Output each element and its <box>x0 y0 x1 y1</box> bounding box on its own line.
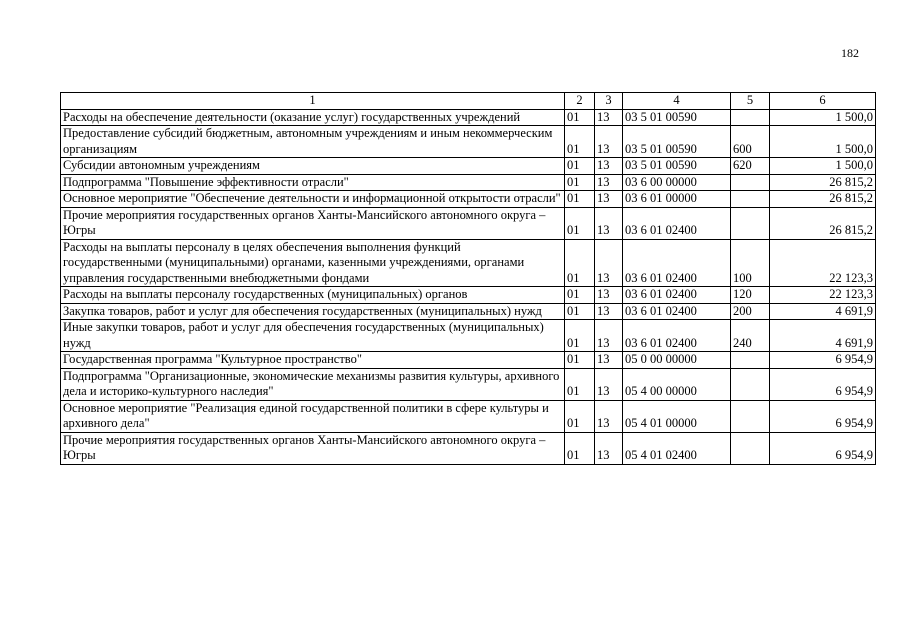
row-name-cell: Расходы на выплаты персоналу в целях обеспечения выполнения функций государственными (муниципальными) органами, казенными учреждениями, органами управления государственными внебюджетными фондами <box>61 239 565 287</box>
row-amount-cell: 1 500,0 <box>770 109 876 126</box>
row-name-cell: Закупка товаров, работ и услуг для обеспечения государственных (муниципальных) нужд <box>61 303 565 320</box>
row-expense-type-cell <box>731 352 770 369</box>
row-expense-type-cell <box>731 432 770 464</box>
row-amount-cell: 6 954,9 <box>770 432 876 464</box>
row-target-code-cell: 03 6 01 02400 <box>623 320 731 352</box>
row-subsection-cell: 13 <box>595 287 623 304</box>
table-row <box>61 432 876 464</box>
page-number: 182 <box>841 46 859 60</box>
row-name-cell: Субсидии автономным учреждениям <box>61 158 565 175</box>
row-target-code-cell: 05 0 00 00000 <box>623 352 731 369</box>
row-subsection-cell: 13 <box>595 239 623 287</box>
row-expense-type-cell <box>731 109 770 126</box>
row-section-cell: 01 <box>565 400 595 432</box>
header-cell-subsection: 3 <box>595 93 623 110</box>
row-section-cell: 01 <box>565 109 595 126</box>
table-row <box>61 400 876 432</box>
header-cell-name: 1 <box>61 93 565 110</box>
table-header-row <box>61 93 876 110</box>
row-name-cell: Иные закупки товаров, работ и услуг для обеспечения государственных (муниципальных) нужд <box>61 320 565 352</box>
row-expense-type-cell: 120 <box>731 287 770 304</box>
table-row <box>61 191 876 208</box>
row-expense-type-cell: 620 <box>731 158 770 175</box>
row-target-code-cell: 03 5 01 00590 <box>623 126 731 158</box>
row-subsection-cell: 13 <box>595 352 623 369</box>
row-section-cell: 01 <box>565 352 595 369</box>
header-cell-expense-type: 5 <box>731 93 770 110</box>
row-subsection-cell: 13 <box>595 320 623 352</box>
row-name-cell: Государственная программа "Культурное пространство" <box>61 352 565 369</box>
row-target-code-cell: 05 4 01 02400 <box>623 432 731 464</box>
row-target-code-cell: 03 6 00 00000 <box>623 174 731 191</box>
row-target-code-cell: 03 6 01 00000 <box>623 191 731 208</box>
row-expense-type-cell <box>731 174 770 191</box>
header-cell-target-code: 4 <box>623 93 731 110</box>
row-subsection-cell: 13 <box>595 191 623 208</box>
row-amount-cell: 1 500,0 <box>770 158 876 175</box>
row-subsection-cell: 13 <box>595 400 623 432</box>
table-row <box>61 368 876 400</box>
row-amount-cell: 6 954,9 <box>770 400 876 432</box>
row-section-cell: 01 <box>565 158 595 175</box>
row-amount-cell: 6 954,9 <box>770 368 876 400</box>
row-name-cell: Основное мероприятие "Обеспечение деятельности и информационной открытости отрасли" <box>61 191 565 208</box>
row-name-cell: Прочие мероприятия государственных органов Ханты-Мансийского автономного округа – Югры <box>61 432 565 464</box>
row-section-cell: 01 <box>565 432 595 464</box>
row-target-code-cell: 03 5 01 00590 <box>623 158 731 175</box>
table-row <box>61 352 876 369</box>
row-subsection-cell: 13 <box>595 126 623 158</box>
table-row <box>61 303 876 320</box>
row-section-cell: 01 <box>565 239 595 287</box>
row-subsection-cell: 13 <box>595 158 623 175</box>
row-name-cell: Подпрограмма "Организационные, экономические механизмы развития культуры, архивного дела и историко-культурного наследия" <box>61 368 565 400</box>
row-amount-cell: 4 691,9 <box>770 320 876 352</box>
row-section-cell: 01 <box>565 126 595 158</box>
row-expense-type-cell: 200 <box>731 303 770 320</box>
row-amount-cell: 4 691,9 <box>770 303 876 320</box>
row-amount-cell: 6 954,9 <box>770 352 876 369</box>
row-expense-type-cell: 100 <box>731 239 770 287</box>
row-amount-cell: 1 500,0 <box>770 126 876 158</box>
row-subsection-cell: 13 <box>595 432 623 464</box>
header-cell-section: 2 <box>565 93 595 110</box>
table-row <box>61 109 876 126</box>
row-name-cell: Подпрограмма "Повышение эффективности отрасли" <box>61 174 565 191</box>
row-amount-cell: 22 123,3 <box>770 239 876 287</box>
row-section-cell: 01 <box>565 320 595 352</box>
row-amount-cell: 26 815,2 <box>770 207 876 239</box>
table-row <box>61 239 876 287</box>
row-subsection-cell: 13 <box>595 303 623 320</box>
row-expense-type-cell: 600 <box>731 126 770 158</box>
table-row <box>61 287 876 304</box>
budget-table-body <box>61 93 876 465</box>
row-target-code-cell: 03 6 01 02400 <box>623 207 731 239</box>
row-section-cell: 01 <box>565 287 595 304</box>
row-name-cell: Прочие мероприятия государственных органов Ханты-Мансийского автономного округа – Югры <box>61 207 565 239</box>
row-target-code-cell: 03 6 01 02400 <box>623 303 731 320</box>
row-target-code-cell: 05 4 00 00000 <box>623 368 731 400</box>
row-amount-cell: 26 815,2 <box>770 174 876 191</box>
row-name-cell: Основное мероприятие "Реализация единой государственной политики в сфере культуры и архивного дела" <box>61 400 565 432</box>
row-target-code-cell: 03 5 01 00590 <box>623 109 731 126</box>
row-subsection-cell: 13 <box>595 109 623 126</box>
row-section-cell: 01 <box>565 191 595 208</box>
row-section-cell: 01 <box>565 368 595 400</box>
row-target-code-cell: 03 6 01 02400 <box>623 287 731 304</box>
budget-table <box>60 92 876 465</box>
row-amount-cell: 26 815,2 <box>770 191 876 208</box>
row-name-cell: Предоставление субсидий бюджетным, автономным учреждениям и иным некоммерческим организациям <box>61 126 565 158</box>
row-expense-type-cell <box>731 368 770 400</box>
table-row <box>61 126 876 158</box>
row-section-cell: 01 <box>565 174 595 191</box>
row-name-cell: Расходы на выплаты персоналу государственных (муниципальных) органов <box>61 287 565 304</box>
table-row <box>61 207 876 239</box>
row-subsection-cell: 13 <box>595 207 623 239</box>
row-name-cell: Расходы на обеспечение деятельности (оказание услуг) государственных учреждений <box>61 109 565 126</box>
row-expense-type-cell: 240 <box>731 320 770 352</box>
header-cell-amount: 6 <box>770 93 876 110</box>
table-row <box>61 158 876 175</box>
row-target-code-cell: 05 4 01 00000 <box>623 400 731 432</box>
row-subsection-cell: 13 <box>595 368 623 400</box>
row-expense-type-cell <box>731 400 770 432</box>
row-amount-cell: 22 123,3 <box>770 287 876 304</box>
row-expense-type-cell <box>731 191 770 208</box>
row-subsection-cell: 13 <box>595 174 623 191</box>
row-section-cell: 01 <box>565 207 595 239</box>
table-row <box>61 174 876 191</box>
row-target-code-cell: 03 6 01 02400 <box>623 239 731 287</box>
row-expense-type-cell <box>731 207 770 239</box>
row-section-cell: 01 <box>565 303 595 320</box>
table-row <box>61 320 876 352</box>
